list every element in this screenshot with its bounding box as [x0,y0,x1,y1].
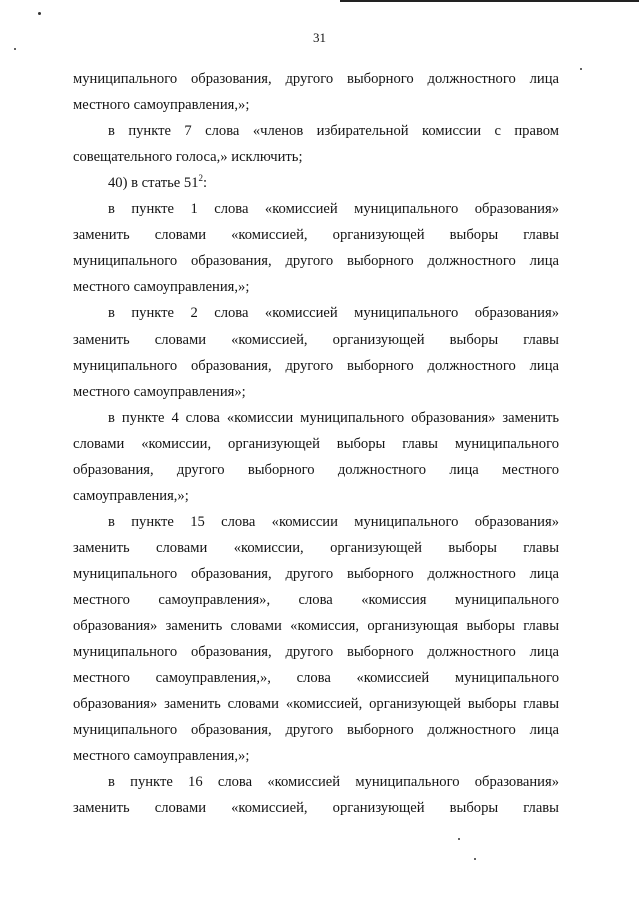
text-line-content: в пункте 16 слова «комиссией муниципального образования» [108,774,559,791]
scan-speck [458,838,460,840]
text-line [73,357,559,375]
text-line [73,747,559,765]
superscript: 2 [198,173,204,184]
text-line-content: в пункте 2 слова «комиссией муниципального образования» [108,305,559,322]
text-line-content: совещательного голоса,» исключить; [73,149,303,166]
text-line-content: словами «комиссии, организующей выборы главы муниципального [73,435,559,452]
text-line-content: местного самоуправления,»; [73,97,250,114]
text-line [108,174,559,192]
text-line-content: заменить словами «комиссией, организующей выборы главы [73,331,559,348]
text-line [108,409,559,427]
text-line-content: муниципального образования, другого выборного должностного лица [73,722,559,739]
text-line-content: образования» заменить словами «комиссией, организующей выборы главы [73,696,559,713]
text-line [73,643,559,661]
text-line-content: в пункте 7 слова «членов избирательной комиссии с правом [108,123,559,140]
text-line [73,487,559,505]
scan-speck [38,12,41,15]
text-line [73,721,559,739]
text-line [73,591,559,609]
text-line-content: заменить словами «комиссии, организующей выборы главы [73,539,559,556]
text-line [73,695,559,713]
text-line-content: местного самоуправления,»; [73,748,250,765]
text-line [73,435,559,453]
text-line [73,226,559,244]
text-line [73,617,559,635]
text-line-content: образования, другого выборного должностного лица местного [73,461,559,478]
text-line [108,513,559,531]
text-line-tail: : [203,175,208,192]
text-line-content: муниципального образования, другого выборного должностного лица [73,644,559,661]
text-line-content: муниципального образования, другого выборного должностного лица [73,565,559,582]
text-line [73,799,559,817]
text-line-content: самоуправления,»; [73,487,189,504]
text-line [73,669,559,687]
text-line [73,70,559,88]
text-line-content: муниципального образования, другого выборного должностного лица [73,71,559,87]
text-line-content: муниципального образования, другого выборного должностного лица [73,357,559,374]
text-line [73,383,559,401]
scan-speck [580,68,582,70]
text-line [73,331,559,349]
text-line-content: в пункте 15 слова «комиссии муниципального образования» [108,513,559,530]
text-line-content: местного самоуправления,»; [73,279,250,296]
text-line [73,252,559,270]
text-line [108,304,559,322]
scan-speck [14,48,16,50]
scan-speck [474,858,476,860]
text-line [73,96,559,114]
text-line-content: в пункте 4 слова «комиссии муниципального образования» заменить [108,409,559,426]
text-line [108,773,559,791]
text-line-content: в пункте 1 слова «комиссией муниципального образования» [108,201,559,218]
text-line-content: 40) в статье 51 [108,175,199,192]
text-line-content: местного самоуправления»; [73,383,246,400]
text-line [108,122,559,140]
text-line-content: заменить словами «комиссией, организующей выборы главы [73,800,559,817]
top-scan-edge [340,0,639,2]
text-line [73,148,559,166]
text-line-content: муниципального образования, другого выборного должностного лица [73,253,559,270]
text-line [73,539,559,557]
text-line [108,200,559,218]
text-line [73,565,559,583]
text-line [73,461,559,479]
text-line-content: местного самоуправления», слова «комиссия муниципального [73,592,559,608]
text-line-content: образования» заменить словами «комиссия, организующая выборы главы [73,618,559,635]
text-line-content: заменить словами «комиссией, организующей выборы главы [73,227,559,244]
text-line-content: местного самоуправления,», слова «комиссией муниципального [73,670,559,687]
page-number: 31 [313,30,326,45]
text-line [73,278,559,296]
